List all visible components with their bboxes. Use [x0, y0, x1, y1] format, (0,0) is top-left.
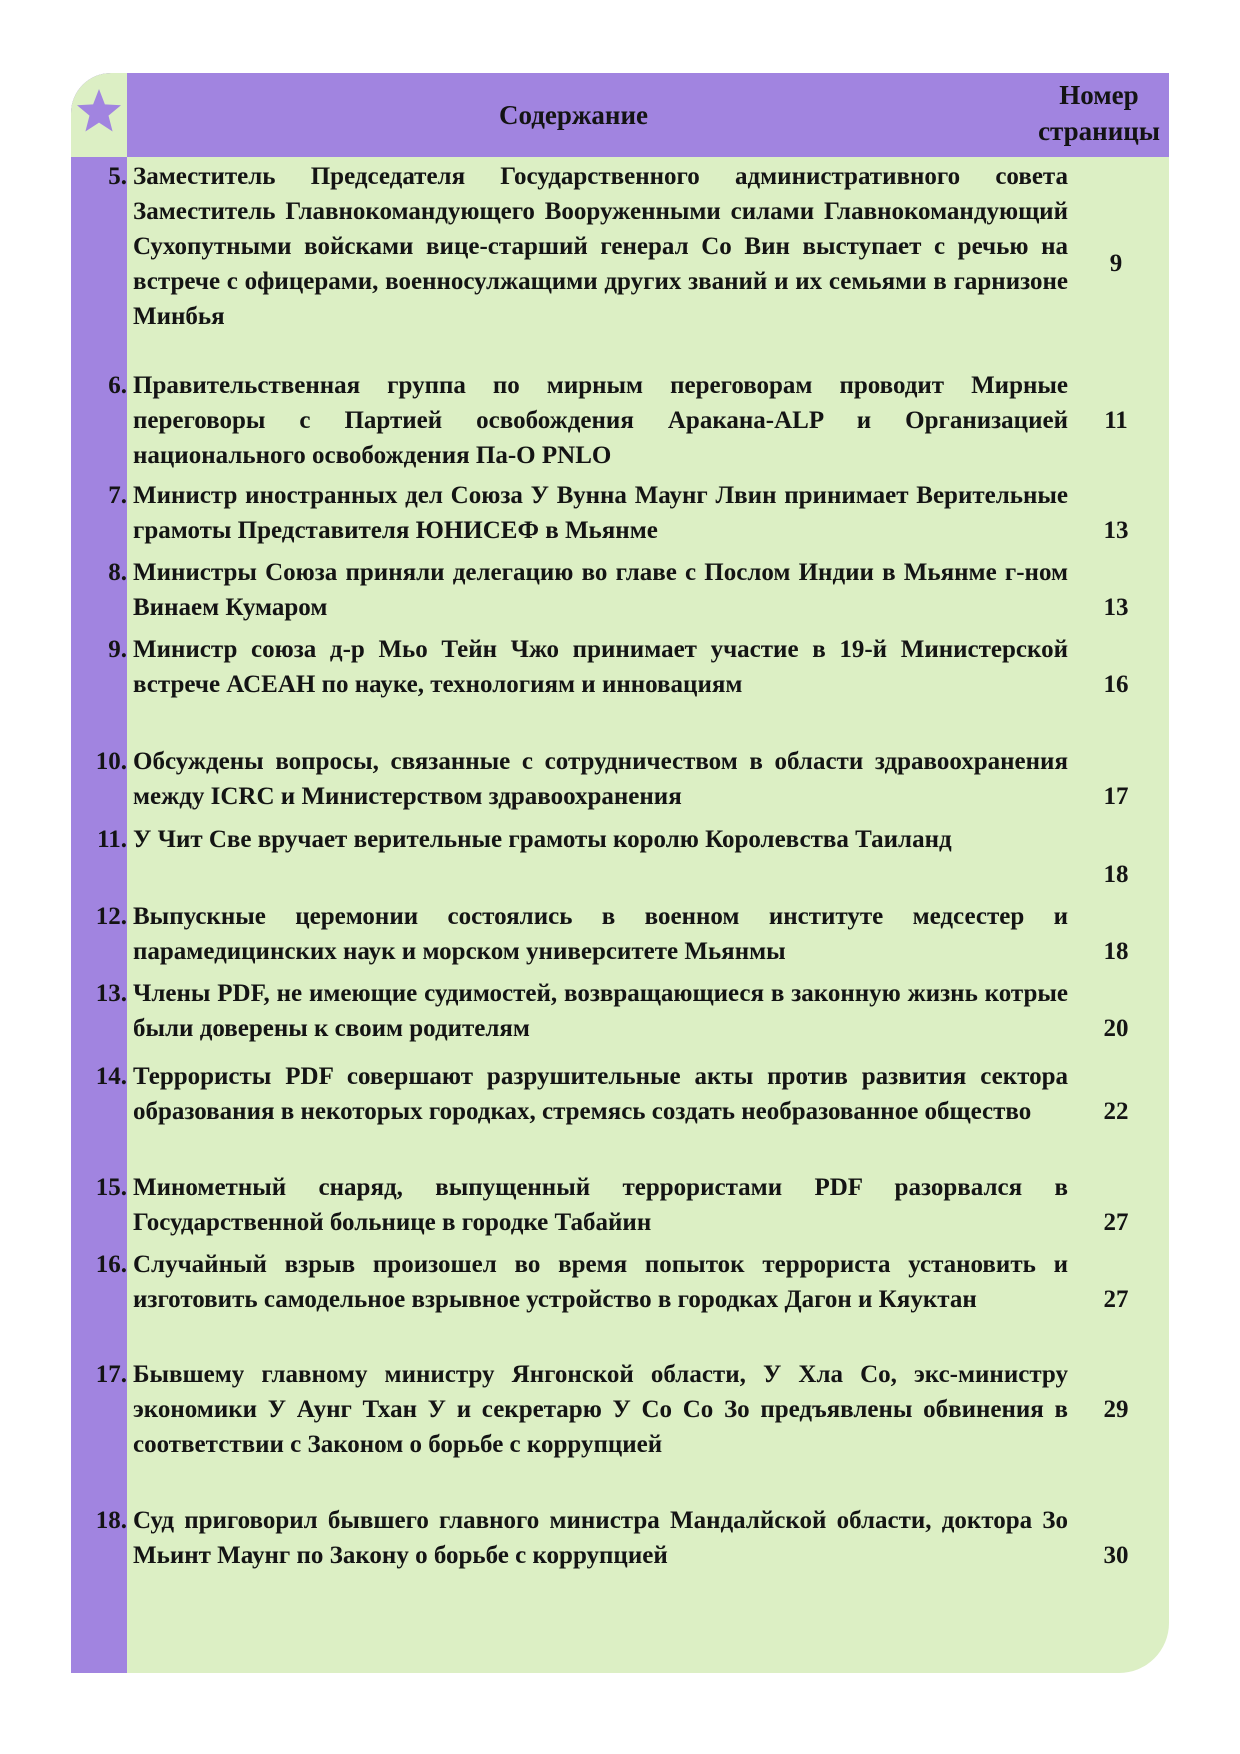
entry-page: 27 [1103, 1286, 1129, 1313]
entry-title: Правительственная группа по мирным переговорам проводит Мирные переговоры с Партией освобождения Аракана-ALP и Организацией национального освобождения Па-О PNLO [133, 372, 1068, 469]
entry-number: 15. [95, 1174, 127, 1201]
entry-number: 17. [95, 1361, 127, 1388]
entry-number: 13. [95, 980, 127, 1007]
entry-title: У Чит Све вручает верительные грамоты королю Королевства Таиланд [133, 826, 952, 853]
entry-title: Бывшему главному министру Янгонской области, У Хла Со, экс-министру экономики У Аунг Тхан У и секретарю У Со Со Зо предъявлены обвинения в соответствии с Законом о борьбе с коррупцией [133, 1361, 1068, 1458]
entry-title: Обсуждены вопросы, связанные с сотрудничеством в области здравоохранения между ICRC и Министерством здравоохранения [133, 748, 1068, 810]
entry-page: 9 [1109, 250, 1123, 277]
entry-number: 10. [95, 748, 127, 775]
entry-title: Министр союза д-р Мьо Тейн Чжо принимает участие в 19-й Министерской встрече АСЕАН по науке, технологиям и инновациям [133, 636, 1068, 698]
entry-number: 16. [95, 1251, 127, 1278]
table-of-contents [71, 73, 1169, 1673]
entry-title: Заместитель Председателя Государственного административного совета Заместитель Главнокомандующего Вооруженными силами Главнокомандующий Сухопутными войсками вице-старший генерал Со Вин выступает с речью на встрече с офицерами, военносулжащими других званий и их семьями в гарнизоне Минбья [133, 163, 1068, 330]
page-number-header: Номер страницы [1038, 80, 1160, 146]
entry-number: 5. [108, 163, 127, 190]
toc-title: Содержание [498, 99, 649, 130]
entry-page: 16 [1103, 671, 1129, 698]
entry-page: 29 [1103, 1396, 1129, 1423]
entry-page: 30 [1103, 1542, 1129, 1569]
entry-number: 9. [108, 636, 127, 663]
entry-number: 11. [97, 826, 127, 853]
entry-page: 13 [1103, 594, 1129, 621]
entry-title: Министры Союза приняли делегацию во главе с Послом Индии в Мьянме г-ном Винаем Кумаром [133, 559, 1068, 621]
entry-number: 18. [95, 1507, 127, 1534]
entry-page: 11 [1104, 407, 1128, 434]
entry-title: Террористы PDF совершают разрушительные акты против развития сектора образования в некоторых городках, стремясь создать необразованное общество [133, 1063, 1068, 1125]
entry-page: 17 [1103, 783, 1129, 810]
entry-page: 27 [1103, 1209, 1129, 1236]
entry-number: 6. [108, 372, 127, 399]
entry-title: Суд приговорил бывшего главного министра Мандалйской области, доктора Зо Мьинт Маунг по Закону о борьбе с коррупцией [133, 1507, 1068, 1569]
entry-title: Члены PDF, не имеющие судимостей, возвращающиеся в законную жизнь котрые были доверены к своим родителям [133, 980, 1068, 1042]
entry-title: Выпускные церемонии состоялись в военном институте медсестер и парамедицинских наук и морском университете Мьянмы [133, 903, 1068, 965]
entry-page: 20 [1103, 1015, 1129, 1042]
number-column [71, 73, 127, 1673]
entry-page: 22 [1103, 1098, 1129, 1125]
entry-number: 7. [108, 482, 127, 509]
entry-title: Министр иностранных дел Союза У Вунна Маунг Лвин принимает Верительные грамоты Представителя ЮНИСЕФ в Мьянме [133, 482, 1068, 544]
entry-number: 14. [95, 1063, 127, 1090]
entry-page: 13 [1103, 517, 1129, 544]
entry-page: 18 [1103, 938, 1129, 965]
entry-title: Случайный взрыв произошел во время попыток террориста установить и изготовить самодельное взрывное устройство в городках Дагон и Кяуктан [133, 1251, 1068, 1313]
entry-title: Минометный снаряд, выпущенный террористами PDF разорвался в Государственной больнице в городке Табайин [133, 1174, 1068, 1236]
entry-number: 8. [108, 559, 127, 586]
entry-page: 18 [1103, 861, 1129, 888]
entry-number: 12. [95, 903, 127, 930]
star-icon [76, 87, 122, 133]
